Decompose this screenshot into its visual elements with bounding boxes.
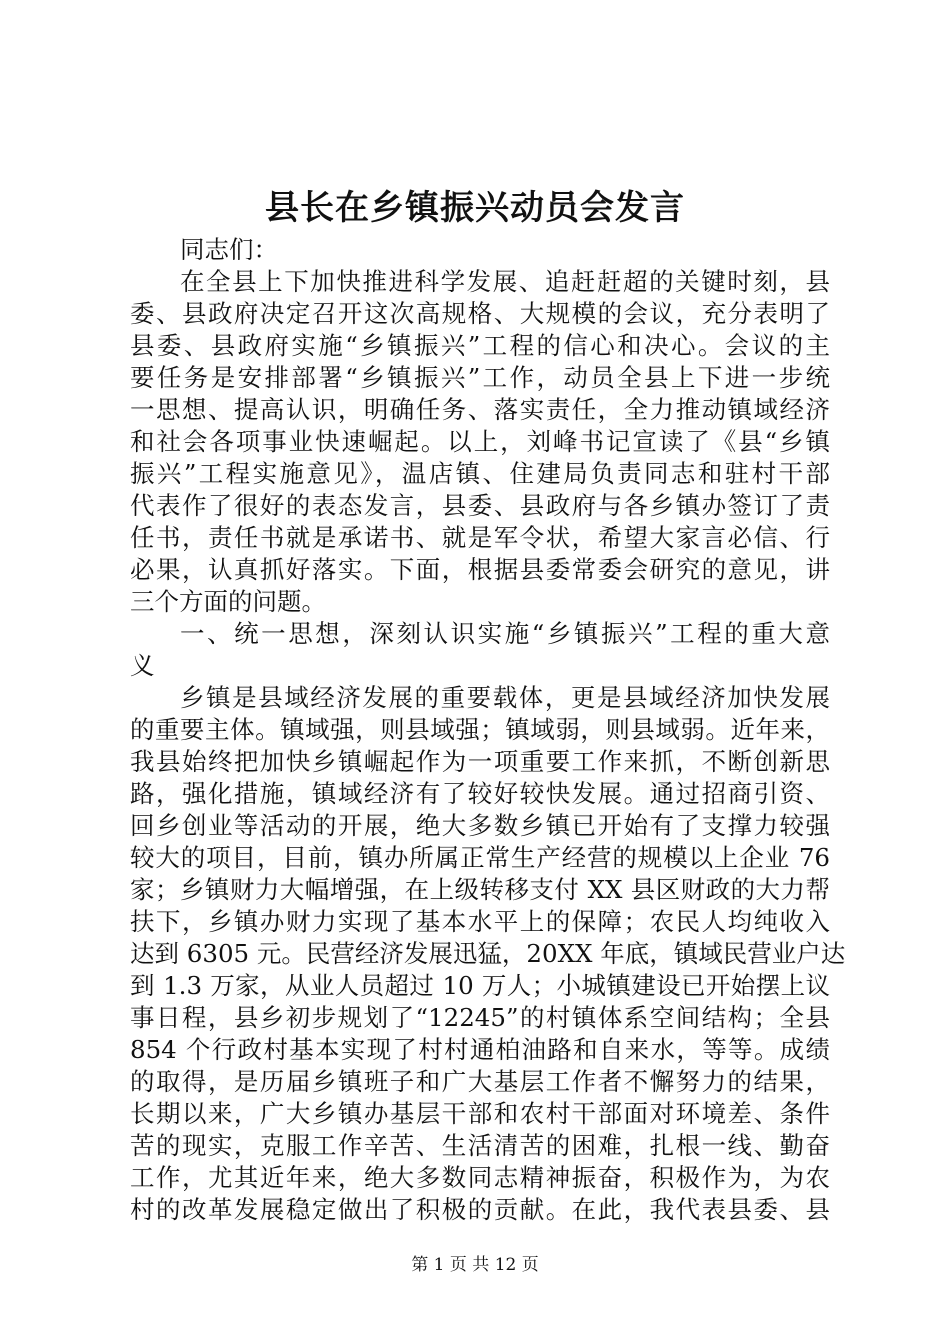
body-line: 达到 6305 元。民营经济发展迅猛，20XX 年底，镇域民营业户达 <box>130 939 846 968</box>
body-line: 同志们： <box>180 235 278 264</box>
body-line: 振兴”工程实施意见》，温店镇、住建局负责同志和驻村干部 <box>130 459 830 488</box>
body-line: 854 个行政村基本实现了村村通柏油路和自来水，等等。成绩 <box>130 1035 830 1064</box>
body-line: 要任务是安排部署“乡镇振兴”工作，动员全县上下进一步统 <box>130 363 830 392</box>
body-line: 乡镇是县域经济发展的重要载体，更是县域经济加快发展 <box>180 683 830 712</box>
body-line: 委、县政府决定召开这次高规格、大规模的会议，充分表明了 <box>130 299 830 328</box>
body-line: 义 <box>130 651 155 680</box>
document-body <box>130 234 846 1226</box>
body-line: 村的改革发展稳定做出了积极的贡献。在此，我代表县委、县 <box>130 1195 830 1224</box>
body-line: 苦的现实，克服工作辛苦、生活清苦的困难，扎根一线、勤奋 <box>130 1131 830 1160</box>
body-line: 到 1.3 万家，从业人员超过 10 万人；小城镇建设已开始摆上议 <box>130 971 830 1000</box>
body-line: 较大的项目，目前，镇办所属正常生产经营的规模以上企业 76 <box>130 843 830 872</box>
body-line: 在全县上下加快推进科学发展、追赶赶超的关键时刻，县 <box>180 267 830 296</box>
body-line: 代表作了很好的表态发言，县委、县政府与各乡镇办签订了责 <box>130 491 830 520</box>
body-line: 路，强化措施，镇域经济有了较好较快发展。通过招商引资、 <box>130 779 830 808</box>
body-line: 家；乡镇财力大幅增强，在上级转移支付 XX 县区财政的大力帮 <box>130 875 830 904</box>
body-line: 工作，尤其近年来，绝大多数同志精神振奋，积极作为，为农 <box>130 1163 830 1192</box>
body-line: 事日程，县乡初步规划了“12245”的村镇体系空间结构；全县 <box>130 1003 830 1032</box>
body-line: 三个方面的问题。 <box>130 587 326 616</box>
body-line: 任书，责任书就是承诺书、就是军令状，希望大家言必信、行 <box>130 523 830 552</box>
body-line: 县委、县政府实施“乡镇振兴”工程的信心和决心。会议的主 <box>130 331 830 360</box>
body-line: 一思想、提高认识，明确任务、落实责任，全力推动镇域经济 <box>130 395 830 424</box>
body-line: 一、统一思想，深刻认识实施“乡镇振兴”工程的重大意 <box>180 619 830 648</box>
page-footer: 第 1 页 共 12 页 <box>411 1255 539 1275</box>
body-line: 的取得，是历届乡镇班子和广大基层工作者不懈努力的结果， <box>130 1067 830 1096</box>
body-line: 扶下，乡镇办财力实现了基本水平上的保障；农民人均纯收入 <box>130 907 830 936</box>
document-title: 县长在乡镇振兴动员会发言 <box>265 188 685 228</box>
body-line: 的重要主体。镇域强，则县域强；镇域弱，则县域弱。近年来， <box>130 715 830 744</box>
body-line: 长期以来，广大乡镇办基层干部和农村干部面对环境差、条件 <box>130 1099 830 1128</box>
body-line: 我县始终把加快乡镇崛起作为一项重要工作来抓，不断创新思 <box>130 747 830 776</box>
body-line: 必果，认真抓好落实。下面，根据县委常委会研究的意见，讲 <box>130 555 830 584</box>
body-line: 和社会各项事业快速崛起。以上，刘峰书记宣读了《县“乡镇 <box>130 427 830 456</box>
body-line: 回乡创业等活动的开展，绝大多数乡镇已开始有了支撑力较强 <box>130 811 830 840</box>
